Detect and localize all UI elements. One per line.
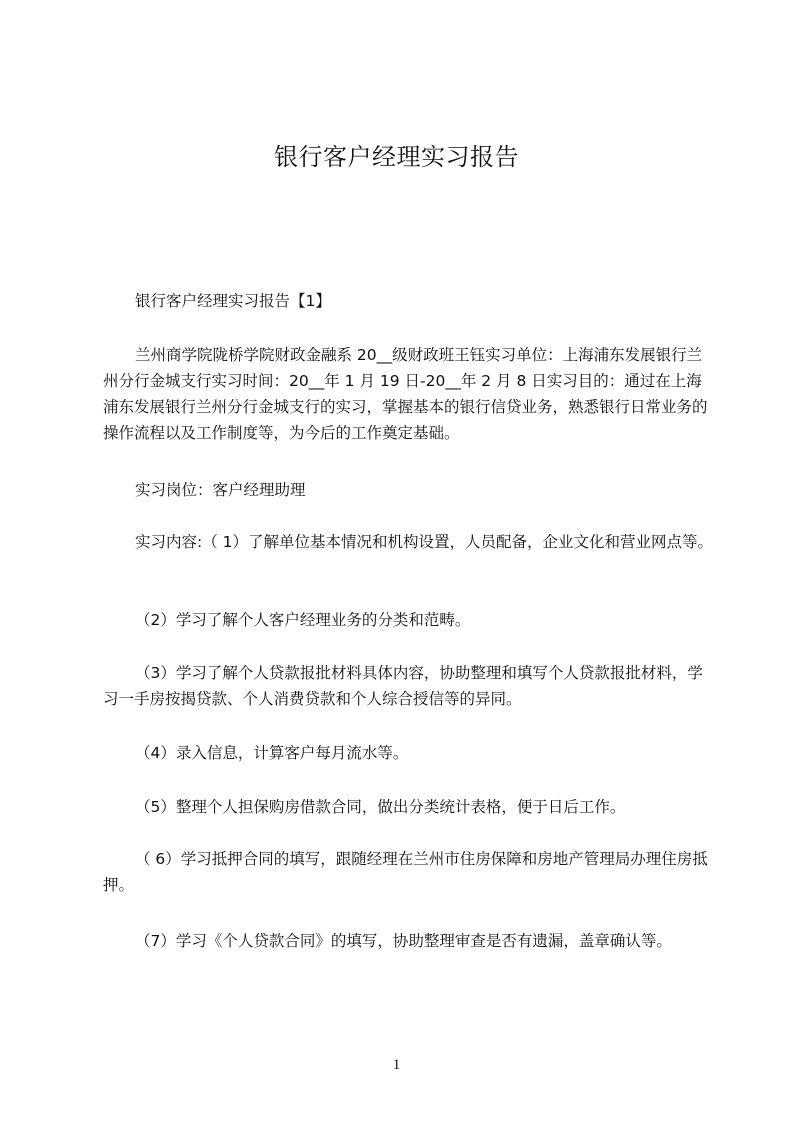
paragraph-content-2: （2）学习了解个人客户经理业务的分类和范畴。 <box>135 611 471 629</box>
paragraph-content-7: （7）学习《个人贷款合同》的填写，协助整理审查是否有遗漏，盖章确认等。 <box>135 932 672 950</box>
page-number: 1 <box>392 1057 401 1073</box>
paragraph-content-1: 实习内容:（ 1）了解单位基本情况和机构设置，人员配备，企业文化和营业网点等。 <box>135 533 714 551</box>
paragraph-position: 实习岗位：客户经理助理 <box>135 481 306 499</box>
paragraph-content-6: （ 6）学习抵押合同的填写，跟随经理在兰州市住房保障和房地产管理局办理住房抵押。 <box>103 850 708 894</box>
paragraph-content-5: （5）整理个人担保购房借款合同，做出分类统计表格，便于日后工作。 <box>135 798 626 816</box>
paragraph-internship-info: 兰州商学院陇桥学院财政金融系 20__级财政班王钰实习单位：上海浦东发展银行兰州分行金城支行实习时间：20__年 1 月 19 日-20__年 2 月 8 日实习目的：通过在上海浦东发展银行兰州分行金城支行的实习，掌握基本的银行信贷业务，熟悉银行日常业务的操作流程以及工作制度等，为今后的工作奠定基础。 <box>103 346 708 442</box>
section-heading: 银行客户经理实习报告【1】 <box>135 292 331 310</box>
paragraph-content-4: （4）录入信息，计算客户每月流水等。 <box>135 744 409 762</box>
document-title: 银行客户经理实习报告 <box>274 143 519 171</box>
paragraph-content-3: （3）学习了解个人贷款报批材料具体内容，协助整理和填写个人贷款报批材料，学习一手房按揭贷款、个人消费贷款和个人综合授信等的异同。 <box>103 664 703 708</box>
